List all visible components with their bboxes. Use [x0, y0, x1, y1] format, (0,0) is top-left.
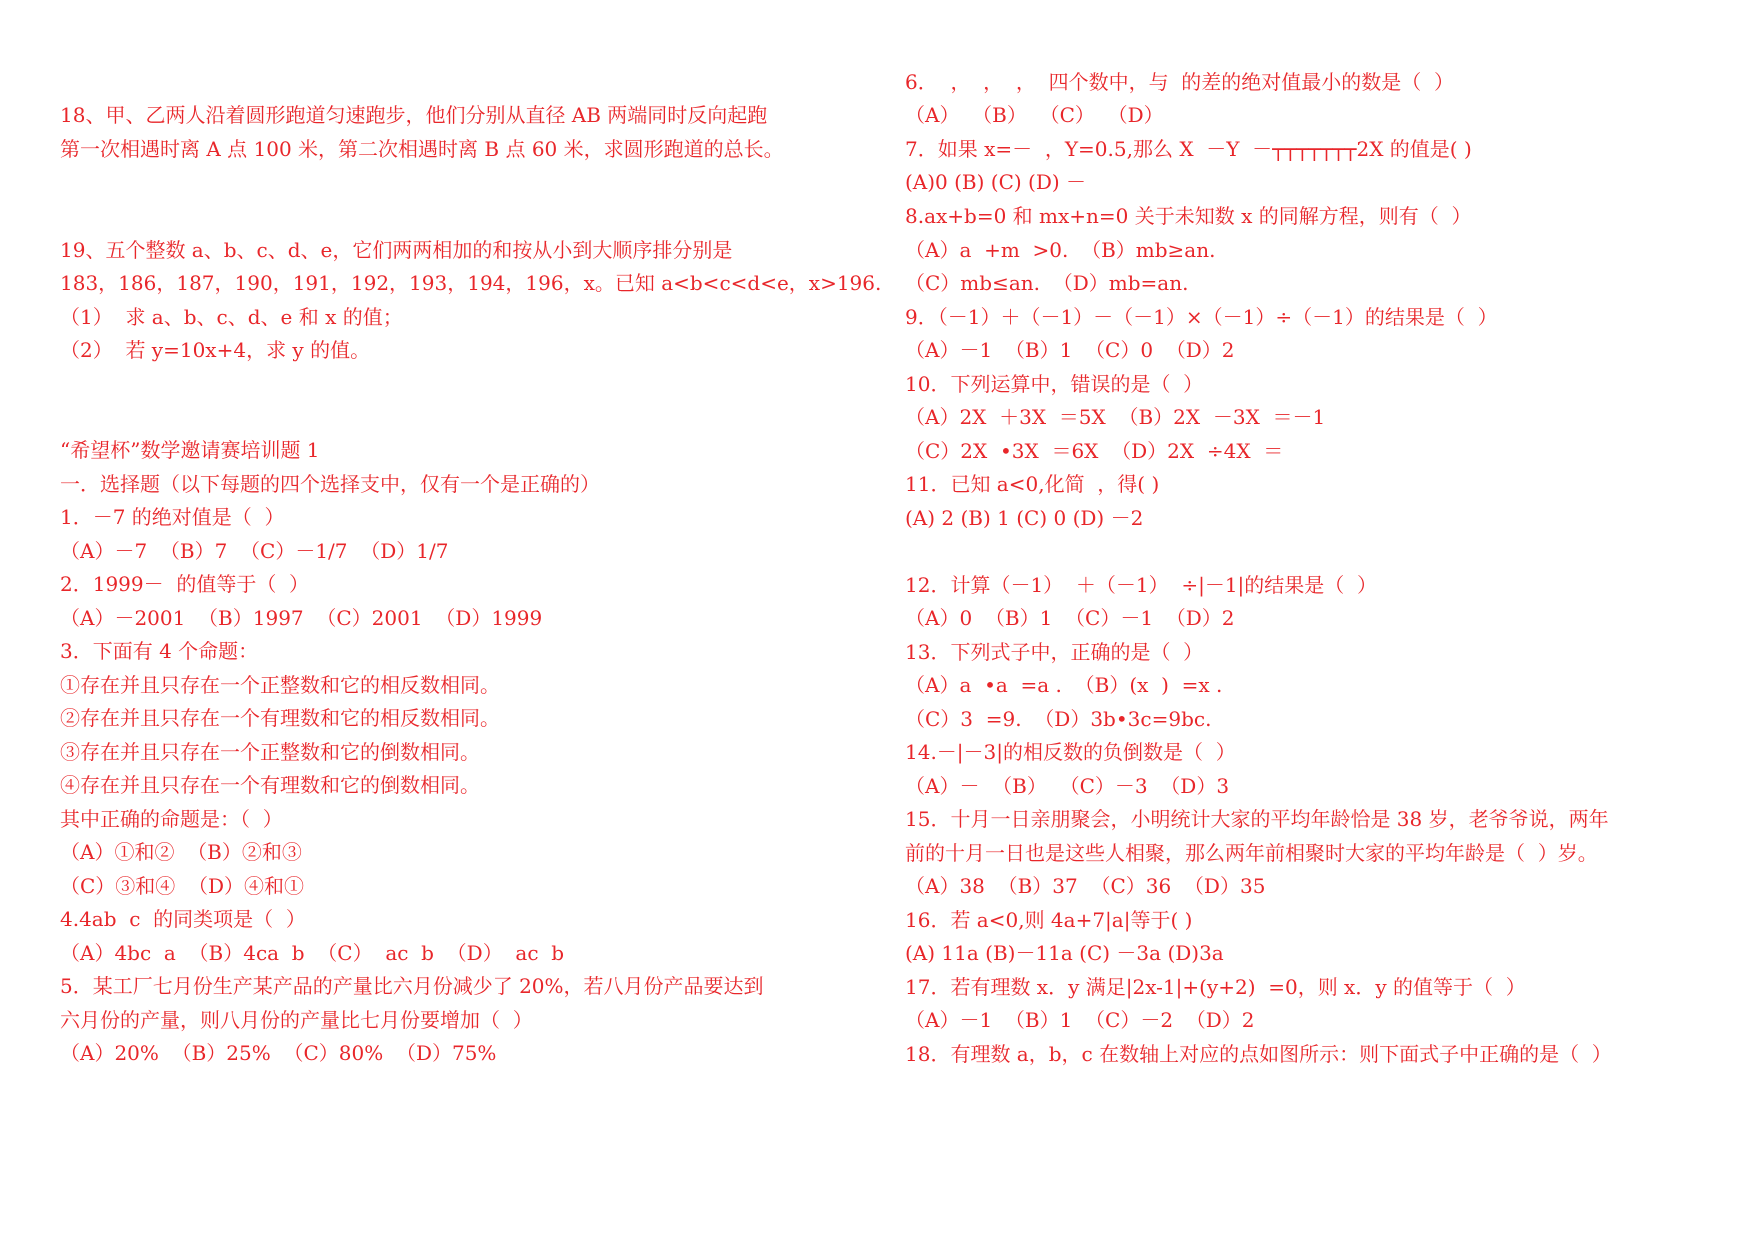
text-line: 4.4ab c 的同类项是（ ）	[60, 907, 306, 931]
text-line: 11．已知 a<0,化简 ，得( )	[905, 472, 1160, 496]
text-line: 一．选择题（以下每题的四个选择支中，仅有一个是正确的）	[60, 472, 600, 496]
text-line: （A）a +m >0. （B）mb≥an.	[905, 238, 1216, 262]
text-line: （C）mb≤an. （D）mb=an.	[905, 271, 1189, 295]
text-line: （A）－ （B） （C）－3 （D）3	[905, 774, 1230, 798]
text-line: （A） （B） （C） （D）	[905, 103, 1164, 127]
text-line: (A)0 (B) (C) (D) －	[905, 170, 1087, 194]
text-line: （A）－2001 （B）1997 （C）2001 （D）1999	[60, 606, 543, 630]
text-line: （C）2X •3X ＝6X （D）2X ÷4X ＝	[905, 439, 1284, 463]
text-line: 16．若 a<0,则 4a+7|a|等于( )	[905, 908, 1193, 932]
text-line: 13．下列式子中，正确的是（ ）	[905, 640, 1204, 664]
text-line: 10．下列运算中，错误的是（ ）	[905, 372, 1204, 396]
text-line: 8.ax+b=0 和 mx+n=0 关于未知数 x 的同解方程，则有（ ）	[905, 204, 1472, 228]
text-line: 18．有理数 a，b，c 在数轴上对应的点如图所示：则下面式子中正确的是（ ）	[905, 1042, 1612, 1066]
text-line: ④存在并且只存在一个有理数和它的倒数相同。	[60, 773, 480, 797]
text-line: 12．计算（－1） ＋（－1） ÷|－1|的结果是（ ）	[905, 573, 1378, 597]
text-line: ③存在并且只存在一个正整数和它的倒数相同。	[60, 740, 480, 764]
text-line: （A）－1 （B）1 （C）－2 （D）2	[905, 1008, 1255, 1032]
text-line: 2．1999－ 的值等于（ ）	[60, 572, 310, 596]
text-line: 183，186，187，190，191，192，193，194，196，x。已知 a<b<c<d<e，x>196.	[60, 271, 882, 295]
text-line: (A) 11a (B)－11a (C) －3a (D)3a	[905, 941, 1224, 965]
text-line: 18、甲、乙两人沿着圆形跑道匀速跑步，他们分别从直径 AB 两端同时反向起跑	[60, 103, 768, 127]
text-line: 14.－|－3|的相反数的负倒数是（ ）	[905, 740, 1236, 764]
text-line: 1．－7 的绝对值是（ ）	[60, 505, 285, 529]
text-line: （C）3 =9. （D）3b•3c=9bc.	[905, 707, 1212, 731]
text-line: (A) 2 (B) 1 (C) 0 (D) －2	[905, 506, 1144, 530]
text-line: （A）－7 （B）7 （C）－1/7 （D）1/7	[60, 539, 449, 563]
section-title: “希望杯”数学邀请赛培训题 1	[60, 438, 320, 462]
text-line: （A）20% （B）25% （C）80% （D）75%	[60, 1041, 497, 1065]
text-line: 5．某工厂七月份生产某产品的产量比六月份减少了 20%，若八月份产品要达到	[60, 974, 764, 998]
text-line: （A）0 （B）1 （C）－1 （D）2	[905, 606, 1235, 630]
text-line: （A）①和② （B）②和③	[60, 840, 302, 864]
text-line: 7．如果 x=－ ，Y=0.5,那么 X －Y －┬┬┬┬┬┬┬2X 的值是( )	[905, 137, 1472, 161]
text-line: 前的十月一日也是这些人相聚，那么两年前相聚时大家的平均年龄是（ ）岁。	[905, 841, 1598, 865]
text-line: （C）③和④ （D）④和①	[60, 874, 305, 898]
text-line: 其中正确的命题是：（ ）	[60, 807, 283, 831]
text-line: ②存在并且只存在一个有理数和它的相反数相同。	[60, 706, 500, 730]
text-line: （A）4bc a （B）4ca b （C） ac b （D） ac b	[60, 941, 565, 965]
text-line: （A）2X ＋3X ＝5X （B）2X －3X ＝－1	[905, 405, 1326, 429]
text-line: 6． ， ， ， 四个数中，与 的差的绝对值最小的数是（ ）	[905, 70, 1455, 94]
text-line: ①存在并且只存在一个正整数和它的相反数相同。	[60, 673, 500, 697]
text-line: （2） 若 y=10x+4，求 y 的值。	[60, 338, 371, 362]
text-line: 第一次相遇时离 A 点 100 米，第二次相遇时离 B 点 60 米，求圆形跑道的总长。	[60, 137, 784, 161]
text-line: 六月份的产量，则八月份的产量比七月份要增加（ ）	[60, 1008, 533, 1032]
text-line: （A）38 （B）37 （C）36 （D）35	[905, 874, 1266, 898]
text-line: （A）a •a =a . （B）(x ) =x .	[905, 673, 1223, 697]
text-line: （1） 求 a、b、c、d、e 和 x 的值；	[60, 305, 403, 329]
text-line: （A）－1 （B）1 （C）0 （D）2	[905, 338, 1235, 362]
text-line: 15．十月一日亲朋聚会，小明统计大家的平均年龄恰是 38 岁，老爷爷说，两年	[905, 807, 1609, 831]
text-line: 9．（－1）＋（－1）－（－1）×（－1）÷（－1）的结果是（ ）	[905, 305, 1498, 329]
text-line: 17．若有理数 x．y 满足|2x-1|+(y+2) =0，则 x．y 的值等于（ ）	[905, 975, 1526, 999]
text-line: 3．下面有 4 个命题：	[60, 639, 259, 663]
text-line: 19、五个整数 a、b、c、d、e，它们两两相加的和按从小到大顺序排分别是	[60, 238, 733, 262]
